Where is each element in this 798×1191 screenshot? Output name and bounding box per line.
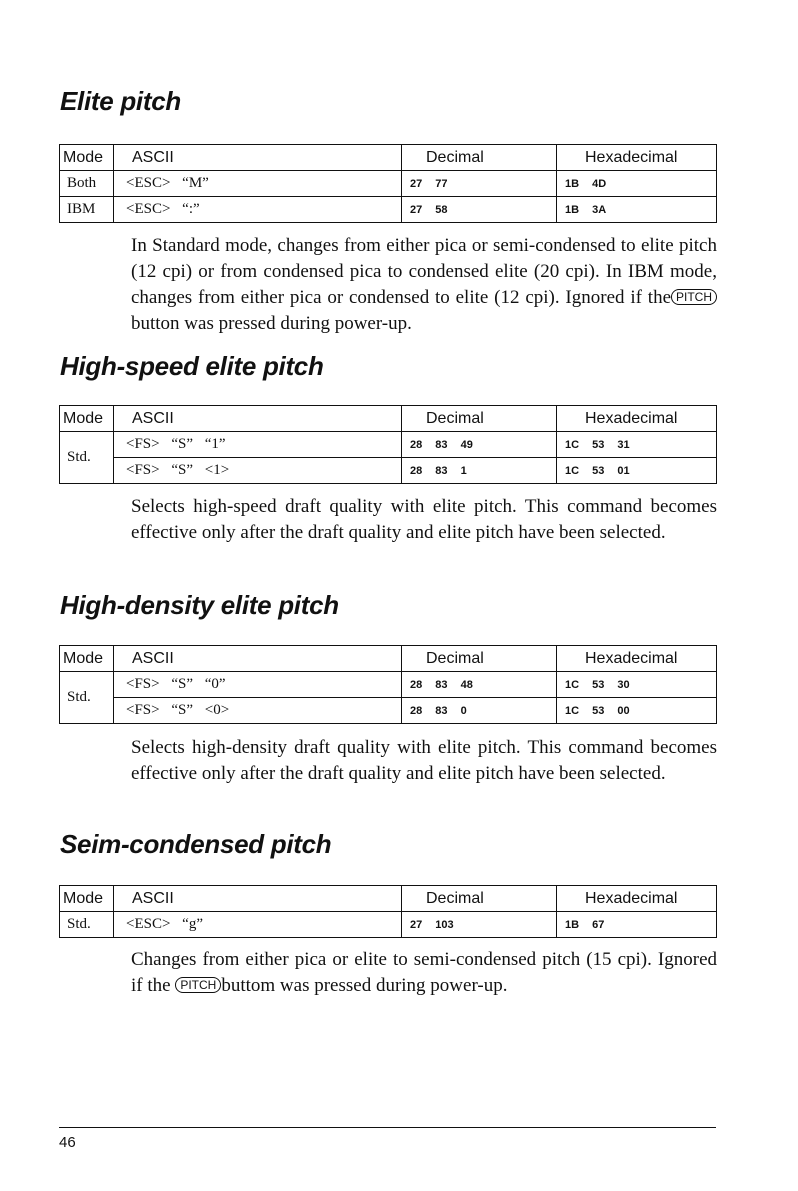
header-decimal: Decimal: [402, 646, 557, 672]
cell-ascii: <FS> “S” “1”: [114, 432, 402, 458]
cell-hex: 1B 4D: [557, 171, 717, 197]
cell-decimal: 28 83 48: [402, 672, 557, 698]
cell-decimal: 27 77: [402, 171, 557, 197]
cell-hex: 1C 53 01: [557, 458, 717, 484]
description-high-density-elite-pitch: Selects high-density draft quality with elite pitch. This command becomes effective only after the draft quality and elite pitch have been selected.: [131, 737, 717, 784]
page-number: 46: [59, 1134, 76, 1151]
cell-hex: 1C 53 31: [557, 432, 717, 458]
cell-mode: Std.: [60, 672, 114, 724]
header-hexadecimal: Hexadecimal: [557, 886, 717, 912]
table-header-row: [60, 406, 717, 432]
table-header-row: [60, 886, 717, 912]
header-mode: Mode: [60, 646, 114, 672]
description-text: buttom was pressed during power-up.: [221, 975, 508, 996]
description-text: Changes from either pica or elite to semi-condensed pitch (15 cpi). Ignored if the: [131, 949, 717, 996]
header-mode: Mode: [60, 145, 114, 171]
pitch-key-icon: PITCH: [175, 977, 221, 993]
section-title-high-speed-elite-pitch: High-speed elite pitch: [60, 351, 324, 381]
command-table-elite-pitch: [59, 144, 717, 223]
table-row: [60, 171, 717, 197]
table-row: [60, 458, 717, 484]
cell-hex: 1C 53 00: [557, 698, 717, 724]
cell-decimal: 28 83 1: [402, 458, 557, 484]
cell-decimal: 27 103: [402, 912, 557, 938]
cell-ascii: <ESC> “M”: [114, 171, 402, 197]
footer-rule: [59, 1127, 716, 1128]
table-row: [60, 197, 717, 223]
command-table-high-speed-elite-pitch: [59, 405, 717, 484]
description-semi-condensed-pitch: [131, 947, 717, 999]
cell-ascii: <ESC> “:”: [114, 197, 402, 223]
header-ascii: ASCII: [114, 145, 402, 171]
header-ascii: ASCII: [114, 406, 402, 432]
section-title-elite-pitch: Elite pitch: [60, 86, 181, 116]
header-mode: Mode: [60, 886, 114, 912]
cell-hex: 1B 67: [557, 912, 717, 938]
command-table-semi-condensed-pitch: [59, 885, 717, 938]
pitch-key-icon: PITCH: [671, 289, 717, 305]
cell-decimal: 27 58: [402, 197, 557, 223]
header-decimal: Decimal: [402, 886, 557, 912]
section-title-high-density-elite-pitch: High-density elite pitch: [60, 590, 339, 620]
cell-mode: Std.: [60, 912, 114, 938]
cell-decimal: 28 83 0: [402, 698, 557, 724]
cell-ascii: <ESC> “g”: [114, 912, 402, 938]
cell-decimal: 28 83 49: [402, 432, 557, 458]
header-decimal: Decimal: [402, 406, 557, 432]
table-header-row: [60, 145, 717, 171]
header-ascii: ASCII: [114, 886, 402, 912]
table-header-row: [60, 646, 717, 672]
table-row: [60, 672, 717, 698]
table-row: [60, 912, 717, 938]
cell-mode: Both: [60, 171, 114, 197]
section-title-semi-condensed-pitch: Seim-condensed pitch: [60, 829, 332, 859]
table-row: [60, 432, 717, 458]
description-text: In Standard mode, changes from either pica or semi-condensed to elite pitch (12 cpi) or from condensed pica to condensed elite (20 cpi). In IBM mode, changes from either pica or condensed to elite (12 cpi). Ignored if the: [131, 235, 717, 308]
description-text: button was pressed during power-up.: [131, 313, 412, 334]
cell-mode: Std.: [60, 432, 114, 484]
header-decimal: Decimal: [402, 145, 557, 171]
command-table-high-density-elite-pitch: [59, 645, 717, 724]
cell-ascii: <FS> “S” <0>: [114, 698, 402, 724]
cell-hex: 1C 53 30: [557, 672, 717, 698]
header-mode: Mode: [60, 406, 114, 432]
description-elite-pitch: [131, 233, 717, 337]
header-hexadecimal: Hexadecimal: [557, 145, 717, 171]
table-row: [60, 698, 717, 724]
cell-mode: IBM: [60, 197, 114, 223]
cell-ascii: <FS> “S” <1>: [114, 458, 402, 484]
cell-ascii: <FS> “S” “0”: [114, 672, 402, 698]
header-ascii: ASCII: [114, 646, 402, 672]
description-high-speed-elite-pitch: Selects high-speed draft quality with elite pitch. This command becomes effective only after the draft quality and elite pitch have been selected.: [131, 496, 717, 543]
header-hexadecimal: Hexadecimal: [557, 406, 717, 432]
cell-hex: 1B 3A: [557, 197, 717, 223]
header-hexadecimal: Hexadecimal: [557, 646, 717, 672]
